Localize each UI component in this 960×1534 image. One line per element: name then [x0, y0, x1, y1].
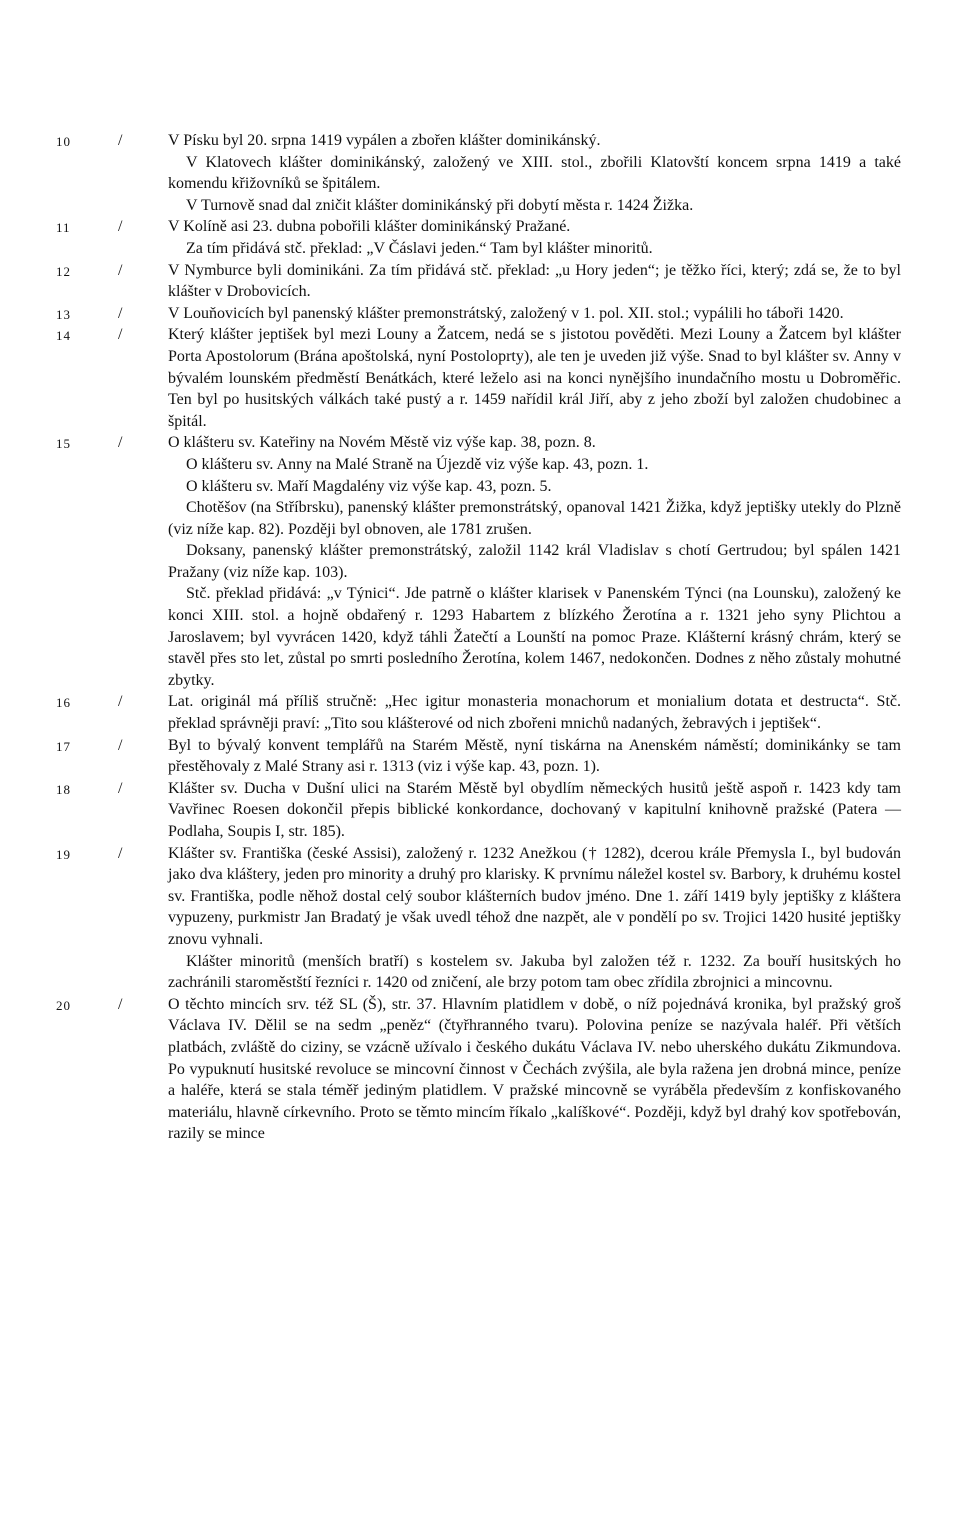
note-separator: / — [118, 736, 123, 754]
note-body — [168, 778, 901, 843]
note-number: 18 — [56, 781, 71, 797]
note-paragraph: Klášter sv. Františka (české Assisi), založený r. 1232 Anežkou († 1282), dcerou krále Přemysla I., byl budován jako dva kláštery, jeden pro minority a druhý pro klarisky. K prvnímu náležel kostel sv. Barbory, k druhému kostel sv. Františka, podle něhož dostal celý soubor klášterních budov jméno. Dne 1. září 1419 byly jeptišky z kláštera vypuzeny, purkmistr Jan Bradatý je však uvedl téhož dne nazpět, ale v pondělí po sv. Trojici 1420 husité jeptišky znovu vyhnali. — [168, 844, 901, 948]
note-number: 10 — [56, 134, 71, 149]
note-12 — [0, 260, 960, 303]
note-separator: / — [118, 218, 123, 236]
note-15 — [0, 432, 960, 691]
note-number: 16 — [56, 695, 71, 711]
note-13 — [0, 303, 960, 325]
note-separator: / — [118, 261, 123, 279]
note-separator: / — [118, 132, 123, 149]
note-paragraph: Doksany, panenský klášter premonstrátský, založil 1142 král Vladislav s chotí Gertrudou; byl spálen 1421 Pražany (viz níže kap. 103). — [168, 542, 901, 581]
note-paragraph: O těchto mincích srv. též SL (Š), str. 37. Hlavním platidlem v době, o níž pojednává kronika, byl pražský groš Václava IV. Dělil se na sedm „peněz“ (čtyřhranného tvaru). Polovina peníze se nazývala haléř. Při větších platbách, zvláště do ciziny, se vzácně užívalo i českého dukátu Václava IV. nebo uherského dukátu Zikmundova. Po vypuknutí husitské revoluce se mincovní činnost v Čechách zvýšila, ale byla ražena jen drobná mince, peníze a haléře, která se stala téměř jediným platidlem. V pražské mincovně se vyráběla především z konfiskovaného materiálu, hlavně církevního. Proto se těmto mincím říkalo „kalíškové“. Později, když byl drahý kov spotřebován, razily se mince — [168, 995, 901, 1143]
note-19 — [0, 843, 960, 994]
note-paragraph: Klášter sv. Ducha v Dušní ulici na Starém Městě byl obydlím německých husitů ještě aspoň r. 1423 kdy tam Vavřinec Roesen dokončil přepis biblické konkordance, dochovaný v kapitulní knihovně pražské (Patera — Podlaha, Soupis I, str. 185). — [168, 779, 901, 840]
note-14 — [0, 324, 960, 432]
note-paragraph: V Louňovicích byl panenský klášter premonstrátský, založený v 1. pol. XII. stol.; vypálili ho táboři 1420. — [168, 304, 844, 322]
note-11 — [0, 216, 960, 259]
note-paragraph: Který klášter jeptišek byl mezi Louny a Žatcem, nedá se s jistotou pověděti. Mezi Louny a Žatcem byl klášter Porta Apostolorum (Brána apoštolská, nyní Postoloprty), ale ten je uveden již výše. Snad to byl klášter sv. Anny v bývalém lounském předměstí Benátkách, které leželo asi na konci nynějšího inundačního mostu u Dobroměřic. Ten byl po husitských válkách také pustý a r. 1459 nařídil král Jiří, aby z jeho zboží byl založen chudobinec a špitál. — [168, 326, 901, 430]
note-body — [168, 216, 901, 259]
note-separator: / — [118, 434, 123, 452]
note-separator: / — [118, 304, 123, 322]
note-separator: / — [118, 844, 123, 862]
notes-page — [0, 130, 960, 1145]
note-17 — [0, 735, 960, 778]
note-body — [168, 432, 901, 691]
note-separator: / — [118, 693, 123, 711]
note-body — [168, 843, 901, 994]
note-paragraph: V Kolíně asi 23. dubna pobořili klášter dominikánský Pražané. — [168, 218, 571, 236]
note-body — [168, 691, 901, 734]
note-paragraph: O klášteru sv. Kateřiny na Novém Městě viz výše kap. 38, pozn. 8. — [168, 434, 596, 452]
note-body — [168, 260, 901, 303]
note-paragraph: V Turnově snad dal zničit klášter dominikánský při dobytí města r. 1424 Žižka. — [186, 196, 694, 214]
note-number: 15 — [56, 436, 71, 452]
note-separator: / — [118, 995, 123, 1013]
note-number: 12 — [56, 263, 71, 279]
note-10 — [0, 130, 960, 216]
note-number: 17 — [56, 738, 71, 754]
note-number: 14 — [56, 328, 71, 344]
note-body — [168, 130, 901, 216]
note-18 — [0, 778, 960, 843]
note-paragraph: Byl to bývalý konvent templářů na Starém Městě, nyní tiskárna na Anenském náměstí; dominikánky se tam přestěhovaly z Malé Strany asi r. 1313 (viz i výše kap. 43, pozn. 1). — [168, 736, 901, 776]
note-20 — [0, 994, 960, 1145]
note-paragraph: Klášter minoritů (menších bratří) s kostelem sv. Jakuba byl založen též r. 1232. Za bouří husitských ho zachránili staroměstští řezníci r. 1420 od zničení, ale brzy potom tam obec zřídila zbrojnici a mincovnu. — [168, 952, 901, 992]
note-paragraph: O klášteru sv. Anny na Malé Straně na Újezdě viz výše kap. 43, pozn. 1. — [186, 455, 649, 473]
note-body — [168, 994, 901, 1145]
note-number: 19 — [56, 846, 71, 862]
note-separator: / — [118, 326, 123, 344]
note-number: 20 — [56, 997, 71, 1013]
note-paragraph: Za tím přidává stč. překlad: „V Čáslavi jeden.“ Tam byl klášter minoritů. — [186, 239, 653, 257]
note-body — [168, 324, 901, 432]
note-separator: / — [118, 779, 123, 797]
note-paragraph: V Nymburce byli dominikáni. Za tím přidává stč. překlad: „u Hory jeden“; je těžko říci, který; zdá se, že to byl klášter v Drobovicích. — [168, 261, 901, 301]
note-paragraph: Chotěšov (na Stříbrsku), panenský klášter premonstrátský, opanoval 1421 Žižka, když jeptišky utekly do Plzně (viz níže kap. 82). Později byl obnoven, ale 1781 zrušen. — [168, 499, 901, 538]
note-16 — [0, 691, 960, 734]
note-paragraph: O klášteru sv. Maří Magdalény viz výše kap. 43, pozn. 5. — [186, 477, 552, 495]
note-number: 11 — [56, 220, 71, 236]
note-paragraph: Stč. překlad přidává: „v Týnici“. Jde patrně o klášter klarisek v Panenském Týnci (na Lounsku), založený ke konci XIII. stol. a hojně obdařený r. 1293 Habartem z blízkého Žerotína a r. 1321 jeho syny Plichtou a Jaroslavem; byl vyvrácen 1420, když táhli Žatečtí a Lounští na pomoc Praze. Klášterní krásný chrám, který se stavěl přes sto let, zůstal po smrti posledního Žerotína, kolem 1467, nedokončen. Dodnes z něho zůstaly mohutné zbytky. — [168, 585, 901, 689]
note-paragraph: V Klatovech klášter dominikánský, založený ve XIII. stol., zbořili Klatovští koncem srpna 1419 a také komendu křižovníků se špitálem. — [168, 153, 901, 193]
note-number: 13 — [56, 306, 71, 322]
note-body — [168, 303, 901, 325]
note-body — [168, 735, 901, 778]
note-paragraph: V Písku byl 20. srpna 1419 vypálen a zbořen klášter dominikánský. — [168, 132, 601, 149]
note-paragraph: Lat. originál má příliš stručně: „Hec igitur monasteria monachorum et monialium dotata et destructa“. Stč. překlad správněji praví: „Tito sou klášterové od nich zbořeni mnichů nadaných, žebravých i jeptišek“. — [168, 693, 901, 733]
